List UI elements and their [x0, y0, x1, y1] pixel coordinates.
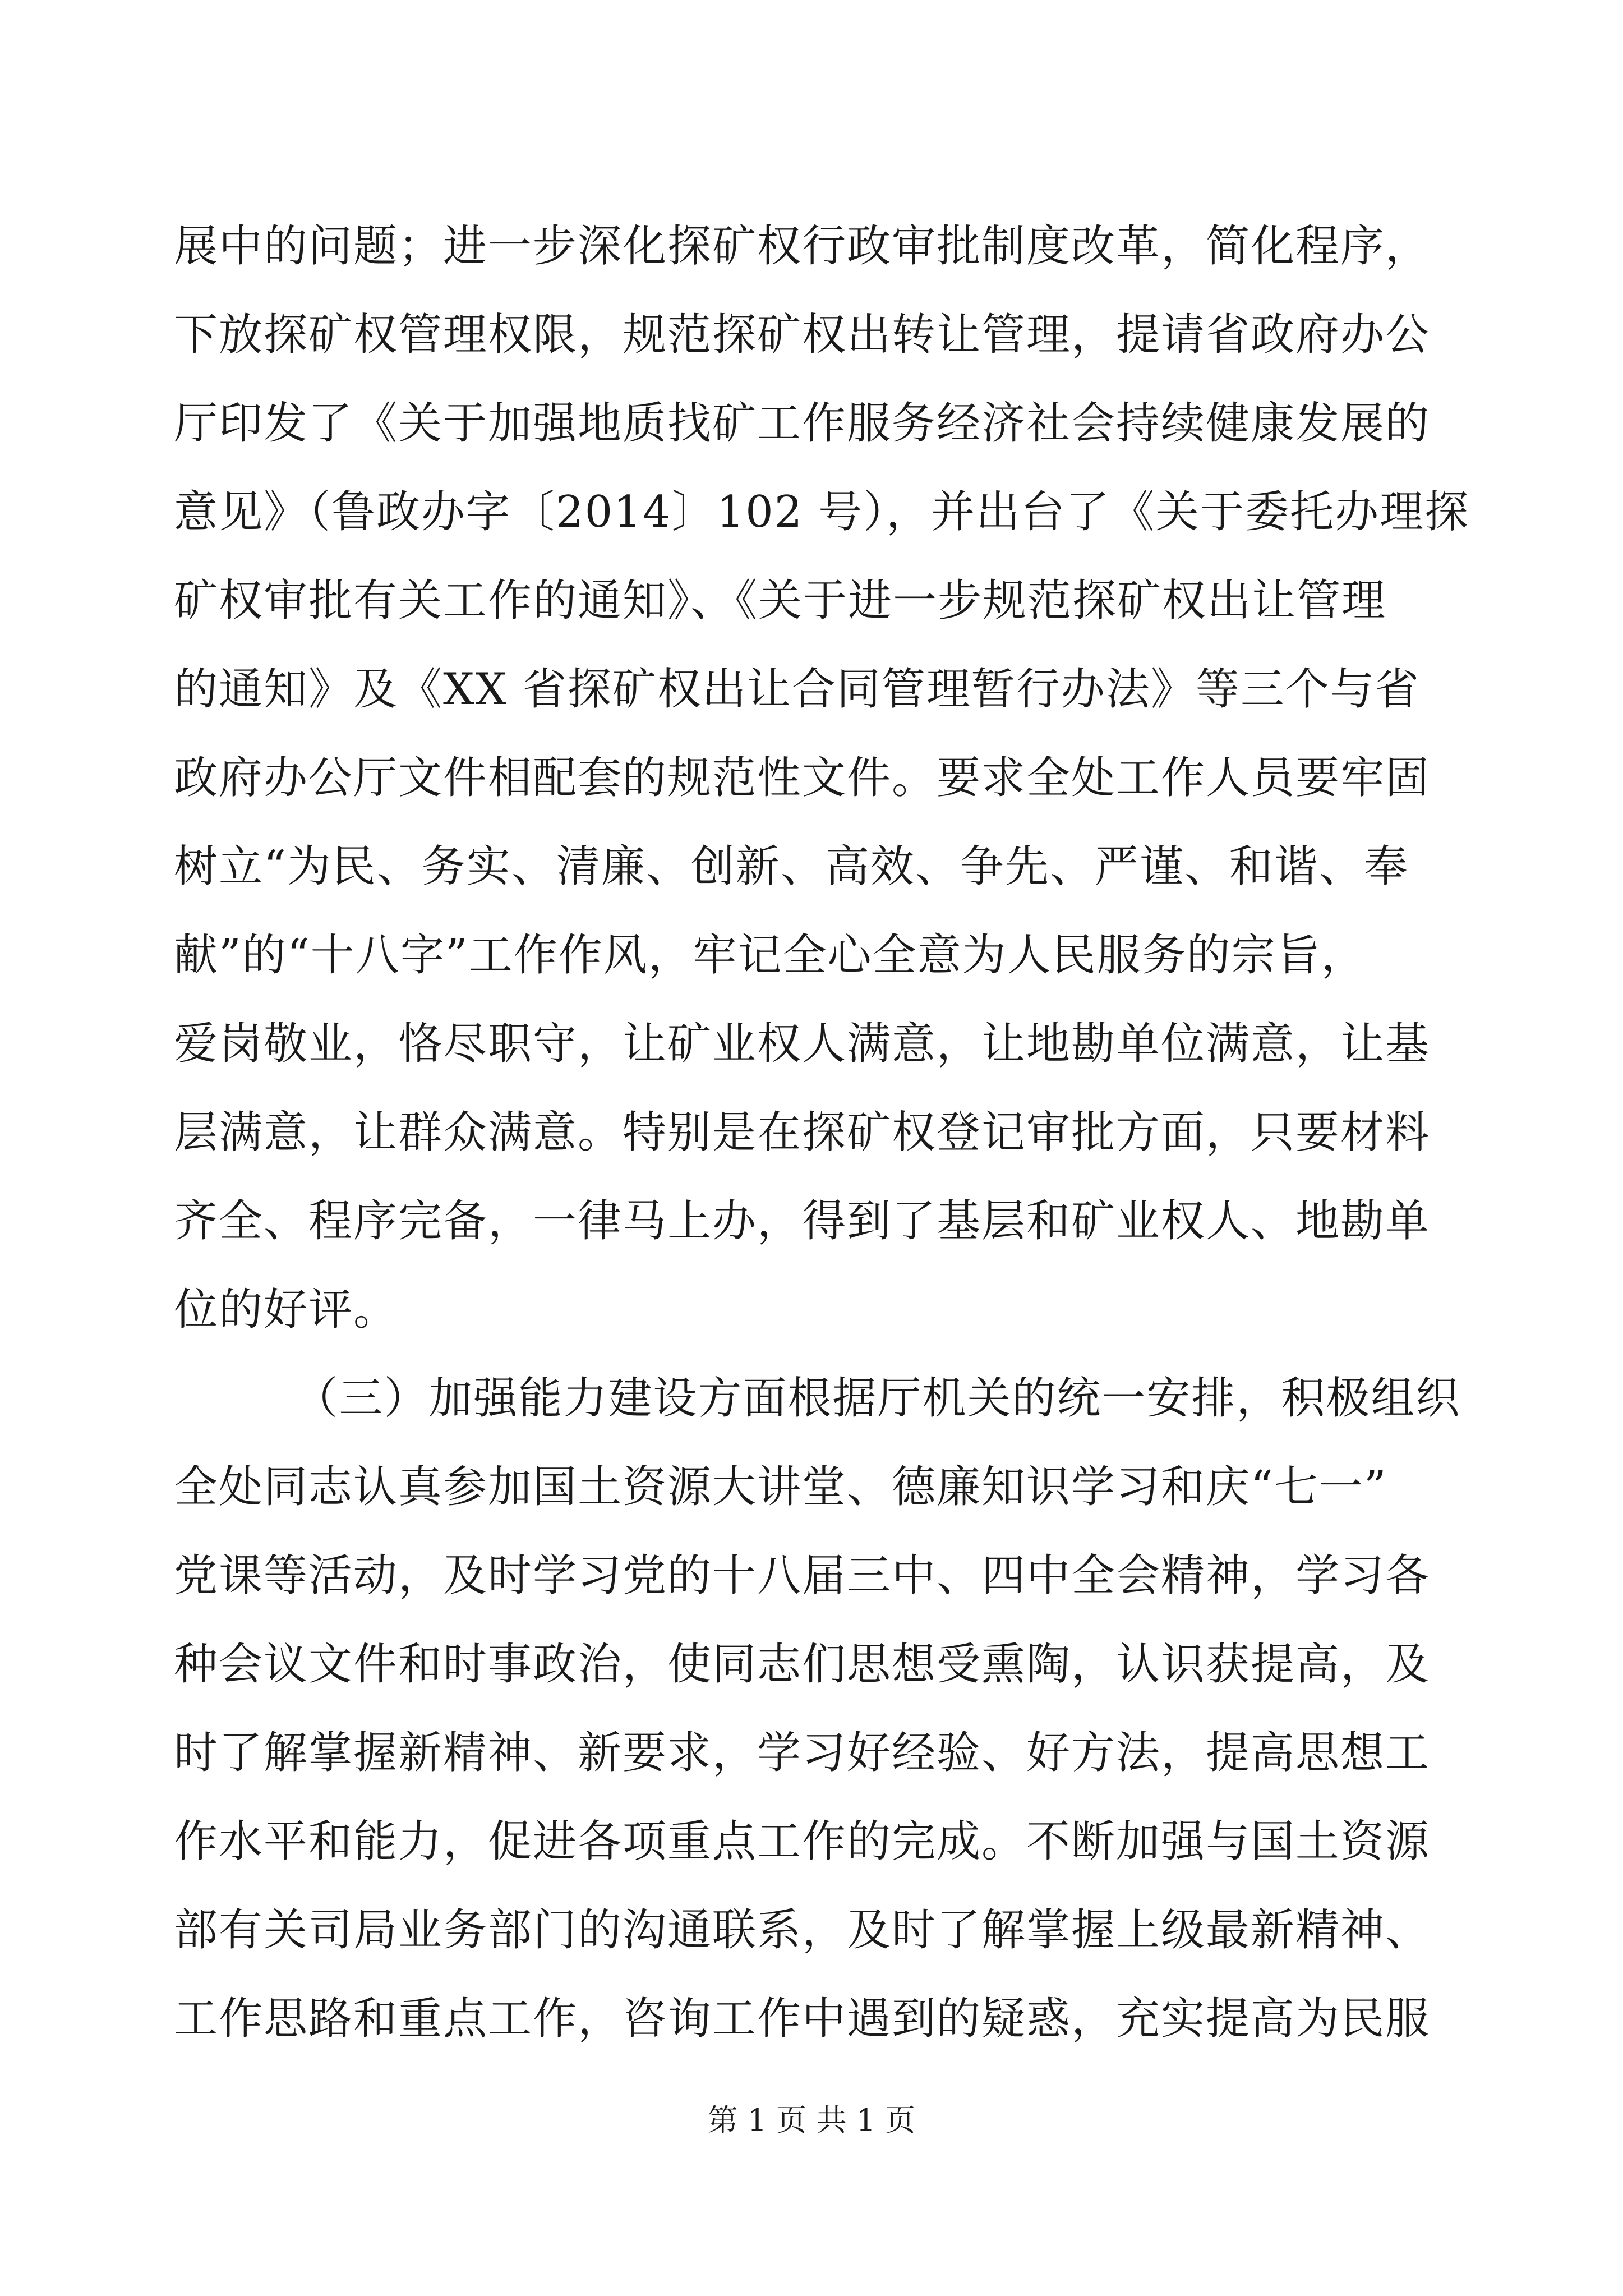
- text-line: 层满意，让群众满意。特别是在探矿权登记审批方面，只要材料: [174, 1107, 1431, 1158]
- text-line: 时了解掌握新精神、新要求，学习好经验、好方法，提高思想工: [174, 1728, 1431, 1778]
- section-heading-line: （三）加强能力建设方面根据厅机关的统一安排，积极组织: [174, 1373, 1461, 1424]
- text-line: 厅印发了《关于加强地质找矿工作服务经济社会持续健康发展的: [174, 398, 1431, 449]
- text-line: 意见》（鲁政办字〔2014〕102 号），并出台了《关于委托办理探: [174, 487, 1470, 537]
- text-line: 齐全、程序完备，一律马上办，得到了基层和矿业权人、地勘单: [174, 1196, 1431, 1246]
- text-line: 部有关司局业务部门的沟通联系，及时了解掌握上级最新精神、: [174, 1905, 1431, 1955]
- text-line: 工作思路和重点工作，咨询工作中遇到的疑惑，充实提高为民服: [174, 1994, 1431, 2044]
- text-line: 位的好评。: [174, 1285, 399, 1335]
- text-line: 党课等活动，及时学习党的十八届三中、四中全会精神，学习各: [174, 1550, 1431, 1601]
- text-line: 树立“为民、务实、清廉、创新、高效、争先、严谨、和谐、奉: [174, 841, 1409, 892]
- text-line: 爱岗敬业，恪尽职守，让矿业权人满意，让地勘单位满意，让基: [174, 1019, 1431, 1069]
- text-line: 的通知》及《XX 省探矿权出让合同管理暂行办法》等三个与省: [174, 664, 1420, 715]
- text-line: 全处同志认真参加国土资源大讲堂、德廉知识学习和庆“七一”: [174, 1462, 1387, 1512]
- text-line: 作水平和能力，促进各项重点工作的完成。不断加强与国土资源: [174, 1816, 1431, 1867]
- text-line: 展中的问题；进一步深化探矿权行政审批制度改革，简化程序，: [174, 221, 1431, 272]
- text-line: 种会议文件和时事政治，使同志们思想受熏陶，认识获提高，及: [174, 1639, 1431, 1690]
- text-line: 献”的“十八字”工作作风，牢记全心全意为人民服务的宗旨，: [174, 930, 1366, 981]
- text-line: 政府办公厅文件相配套的规范性文件。要求全处工作人员要牢固: [174, 753, 1431, 803]
- page-number: 第 1 页 共 1 页: [707, 2102, 916, 2138]
- text-line: 下放探矿权管理权限，规范探矿权出转让管理，提请省政府办公: [174, 310, 1431, 360]
- body-text: [174, 202, 1470, 2063]
- text-line: 矿权审批有关工作的通知》、《关于进一步规范探矿权出让管理: [174, 576, 1387, 626]
